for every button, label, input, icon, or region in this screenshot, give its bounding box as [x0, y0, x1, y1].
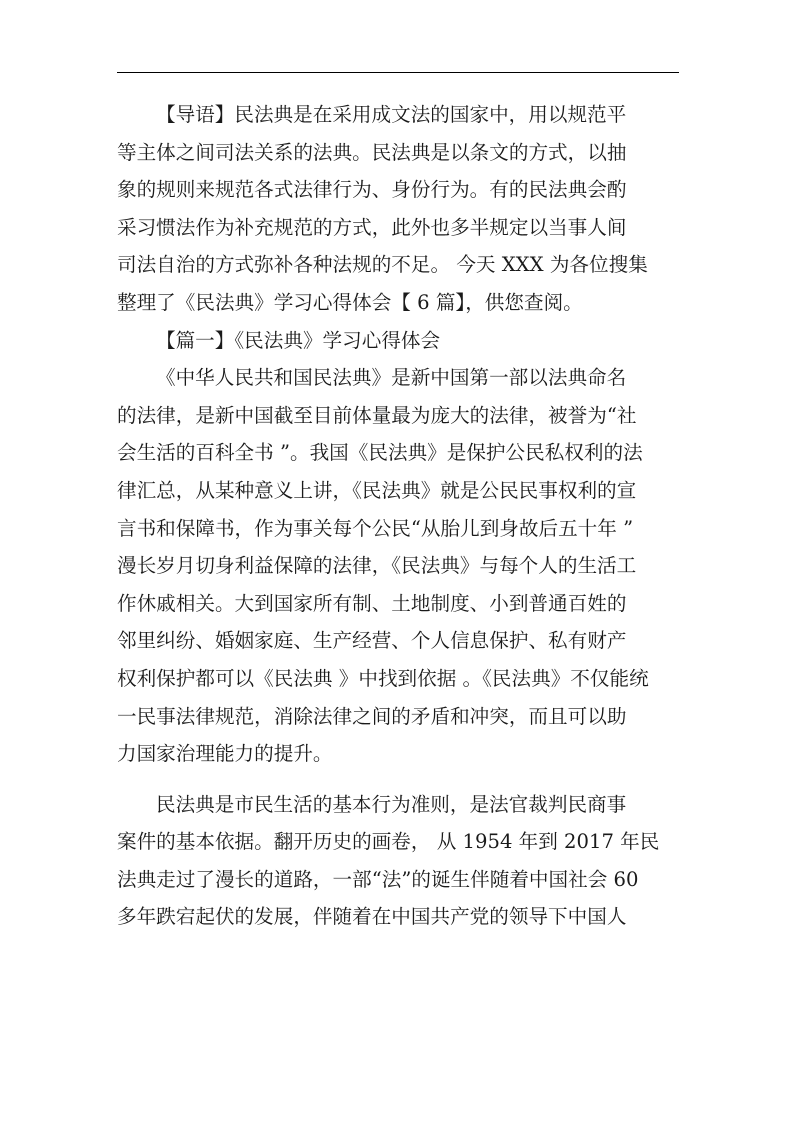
- body-line: 的法律，是新中国截至目前体量最为庞大的法律，被誉为“社: [117, 403, 637, 427]
- body-line: 漫长岁月切身利益保障的法律，《民法典》与每个人的生活工: [117, 554, 637, 578]
- body-line: 会生活的百科全书 ”。我国《民法典》是保护公民私权利的法: [117, 441, 643, 465]
- intro-line: 【导语】民法典是在采用成文法的国家中，用以规范平: [156, 103, 627, 126]
- intro-line: 象的规则来规范各式法律行为、身份行为。有的民法典会酌: [117, 178, 627, 202]
- body-line: 法典走过了漫长的道路，一部“法”的诞生伴随着中国社会 60: [117, 867, 639, 891]
- body-line: 力国家治理能力的提升。: [117, 742, 333, 766]
- paragraph-gap: [117, 773, 683, 786]
- intro-line: 等主体之间司法关系的法典。民法典是以条文的方式，以抽: [117, 140, 627, 164]
- body-line: 一民事法律规范，消除法律之间的矛盾和冲突，而且可以助: [117, 704, 627, 728]
- intro-line: 采习惯法作为补充规范的方式，此外也多半规定以当事人间: [117, 215, 627, 239]
- body-line: 作休戚相关。大到国家所有制、土地制度、小到普通百姓的: [117, 591, 627, 615]
- body-line: 言书和保障书，作为事关每个公民“从胎儿到身故后五十年 ”: [117, 516, 634, 540]
- body-paragraph-1: [117, 359, 683, 773]
- body-paragraph-2: [117, 786, 683, 936]
- section-heading-text: 【篇一】《民法典》学习心得体会: [156, 328, 441, 352]
- header-rule: [117, 72, 679, 73]
- body-line: 民法典是市民生活的基本行为准则，是法官裁判民商事: [156, 792, 627, 816]
- body-line: 权利保护都可以《民法典 》中找到依据 。《民法典》不仅能统: [117, 666, 649, 690]
- intro-line: 司法自治的方式弥补各种法规的不足。 今天 XXX 为各位搜集: [117, 253, 648, 277]
- intro-line: 整理了《民法典》学习心得体会【 6 篇】，供您查阅。: [117, 290, 583, 314]
- section-heading: [117, 322, 683, 360]
- body-line: 多年跌宕起伏的发展，伴随着在中国共产党的领导下中国人: [117, 905, 627, 929]
- body-line: 律汇总，从某种意义上讲，《民法典》就是公民民事权利的宣: [117, 478, 637, 502]
- body-line: 案件的基本依据。翻开历史的画卷， 从 1954 年到 2017 年民: [117, 830, 660, 854]
- body-line: 邻里纠纷、婚姻家庭、生产经营、个人信息保护、私有财产: [117, 629, 627, 653]
- body-line: 《中华人民共和国民法典》是新中国第一部以法典命名: [156, 366, 627, 390]
- document-body: [117, 96, 683, 936]
- intro-paragraph: [117, 96, 683, 322]
